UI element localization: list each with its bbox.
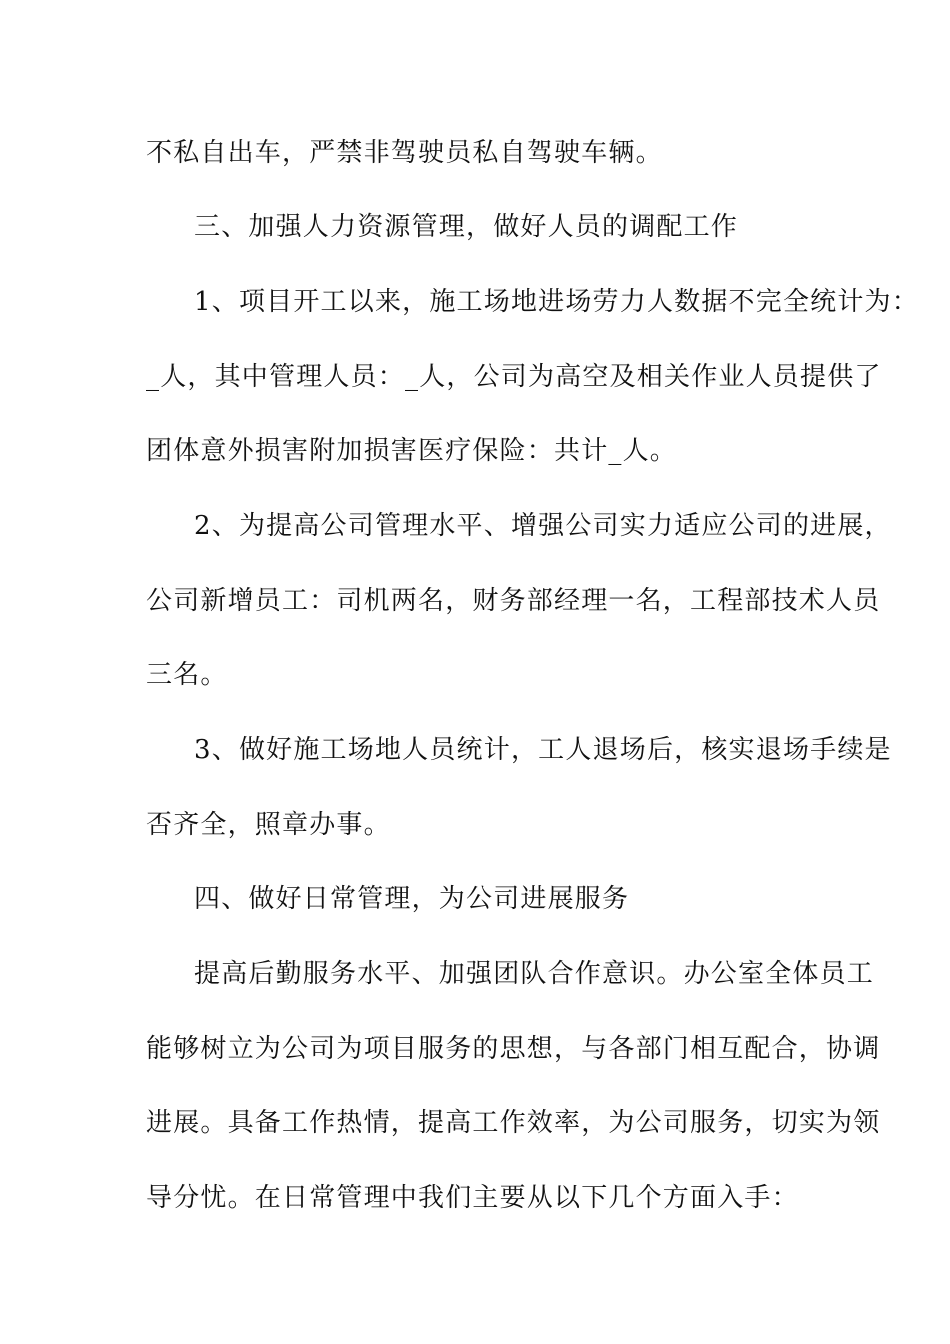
text-line: 否齐全，照章办事。 [146, 810, 391, 840]
text-line: 团体意外损害附加损害医疗保险：共计_人。 [146, 436, 678, 466]
section-heading: 三、加强人力资源管理，做好人员的调配工作 [194, 212, 739, 242]
text-line: _人，其中管理人员：_人，公司为高空及相关作业人员提供了 [146, 362, 882, 392]
text-line: 不私自出车，严禁非驾驶员私自驾驶车辆。 [146, 138, 663, 168]
text-line: 能够树立为公司为项目服务的思想，与各部门相互配合，协调 [146, 1034, 881, 1064]
text-line: 提高后勤服务水平、加强团队合作意识。办公室全体员工 [194, 959, 875, 989]
text-line: 1、项目开工以来，施工场地进场劳力人数据不完全统计为： [194, 287, 919, 317]
text-line: 2、为提高公司管理水平、增强公司实力适应公司的进展， [194, 511, 892, 541]
text-line: 进展。具备工作热情，提高工作效率，为公司服务，切实为领 [146, 1108, 881, 1138]
text-line: 公司新增员工：司机两名，财务部经理一名，工程部技术人员 [146, 586, 881, 616]
text-line: 3、做好施工场地人员统计，工人退场后，核实退场手续是 [194, 735, 892, 765]
section-heading: 四、做好日常管理，为公司进展服务 [194, 884, 630, 914]
text-line: 三名。 [146, 660, 228, 690]
text-line: 导分忧。在日常管理中我们主要从以下几个方面入手： [146, 1183, 799, 1213]
